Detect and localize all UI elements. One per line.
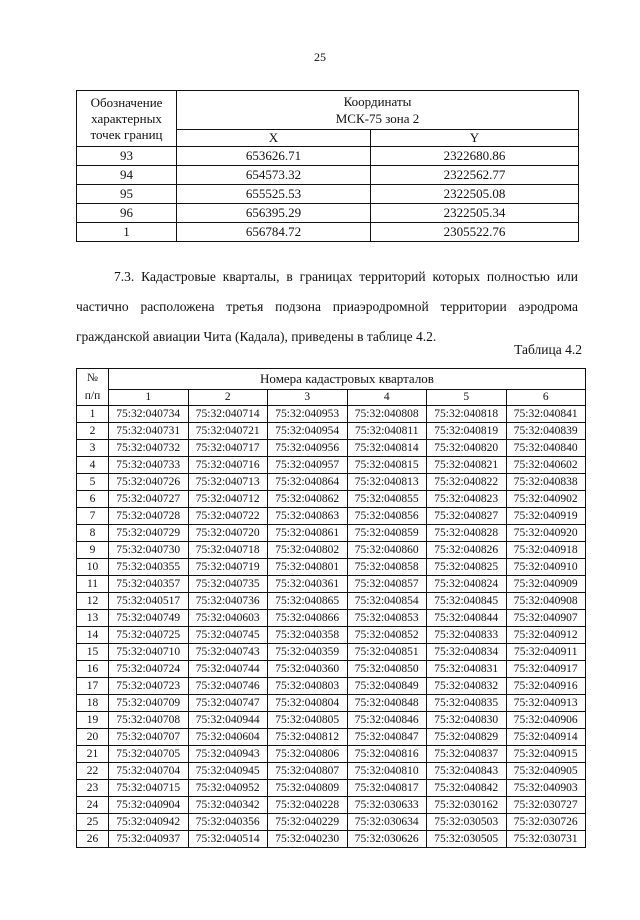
cadastral-quarter-cell: 75:32:040857 [347, 576, 427, 593]
cadastral-quarter-cell: 75:32:040903 [506, 780, 586, 797]
table-row [77, 780, 586, 797]
table-row [77, 576, 586, 593]
cadastral-quarter-cell: 75:32:040832 [427, 678, 507, 695]
table-row [77, 474, 586, 491]
cadastral-quarter-cell: 75:32:040801 [268, 559, 348, 576]
cadastral-quarter-cell: 75:32:040943 [188, 746, 268, 763]
table-row [77, 542, 586, 559]
cadastral-quarter-cell: 75:32:040732 [109, 440, 189, 457]
cadastral-quarter-cell: 75:32:040830 [427, 712, 507, 729]
point-cell: 95 [77, 185, 177, 204]
point-cell: 94 [77, 166, 177, 185]
coordinates-row [77, 166, 579, 185]
header-y: Y [371, 130, 579, 147]
cadastral-quarter-cell: 75:32:040850 [347, 661, 427, 678]
cadastral-quarter-cell: 75:32:040909 [506, 576, 586, 593]
cadastral-quarter-cell: 75:32:040747 [188, 695, 268, 712]
row-number-cell: 6 [77, 491, 109, 508]
cadastral-quarter-cell: 75:32:040712 [188, 491, 268, 508]
header-quarter-numbers: Номера кадастровых кварталов [109, 369, 586, 390]
cadastral-quarter-cell: 75:32:040822 [427, 474, 507, 491]
cadastral-quarter-cell: 75:32:040837 [427, 746, 507, 763]
y-cell: 2305522.76 [371, 223, 579, 242]
cadastral-quarter-cell: 75:32:040846 [347, 712, 427, 729]
cadastral-quarter-cell: 75:32:040803 [268, 678, 348, 695]
column-number-header: 4 [347, 390, 427, 406]
table-row [77, 457, 586, 474]
cadastral-quarter-cell: 75:32:040729 [109, 525, 189, 542]
cadastral-quarter-cell: 75:32:040864 [268, 474, 348, 491]
cadastral-quarter-cell: 75:32:040854 [347, 593, 427, 610]
cadastral-quarter-cell: 75:32:030633 [347, 797, 427, 814]
cadastral-quarter-cell: 75:32:030503 [427, 814, 507, 831]
cadastral-quarter-cell: 75:32:040863 [268, 508, 348, 525]
coordinates-table-body [77, 91, 579, 242]
cadastral-quarter-cell: 75:32:040517 [109, 593, 189, 610]
cadastral-quarter-cell: 75:32:040908 [506, 593, 586, 610]
cadastral-quarter-cell: 75:32:040734 [109, 406, 189, 423]
column-number-header: 5 [427, 390, 507, 406]
cadastral-quarter-cell: 75:32:040725 [109, 627, 189, 644]
header-row-number [77, 369, 109, 406]
cadastral-quarter-cell: 75:32:040912 [506, 627, 586, 644]
row-number-cell: 10 [77, 559, 109, 576]
row-number-cell: 3 [77, 440, 109, 457]
cadastral-quarter-cell: 75:32:040713 [188, 474, 268, 491]
cadastral-quarter-cell: 75:32:040229 [268, 814, 348, 831]
cadastral-quarter-cell: 75:32:040849 [347, 678, 427, 695]
row-number-cell: 7 [77, 508, 109, 525]
cadastral-quarter-cell: 75:32:040714 [188, 406, 268, 423]
table-row [77, 491, 586, 508]
cadastral-quarter-cell: 75:32:040952 [188, 780, 268, 797]
cadastral-quarter-cell: 75:32:040844 [427, 610, 507, 627]
column-number-header: 6 [506, 390, 586, 406]
cadastral-quarter-cell: 75:32:040954 [268, 423, 348, 440]
cadastral-quarter-cell: 75:32:040707 [109, 729, 189, 746]
section-paragraph [76, 262, 578, 352]
header-coordinate-system: МСК-75 зона 2 [335, 111, 420, 126]
cadastral-quarter-cell: 75:32:040704 [109, 763, 189, 780]
cadastral-quarter-cell: 75:32:040805 [268, 712, 348, 729]
cadastral-quarter-cell: 75:32:040705 [109, 746, 189, 763]
cadastral-quarter-cell: 75:32:040817 [347, 780, 427, 797]
table-row [77, 593, 586, 610]
cadastral-quarter-cell: 75:32:040726 [109, 474, 189, 491]
cadastral-quarter-cell: 75:32:040917 [506, 661, 586, 678]
cadastral-quarter-cell: 75:32:040904 [109, 797, 189, 814]
y-cell: 2322680.86 [371, 147, 579, 166]
cadastral-quarter-cell: 75:32:040728 [109, 508, 189, 525]
cadastral-quarter-cell: 75:32:040829 [427, 729, 507, 746]
cadastral-quarter-cell: 75:32:040944 [188, 712, 268, 729]
cadastral-quarter-cell: 75:32:030626 [347, 831, 427, 848]
cadastral-quarter-cell: 75:32:040811 [347, 423, 427, 440]
table-row [77, 763, 586, 780]
point-cell: 93 [77, 147, 177, 166]
coordinates-row [77, 185, 579, 204]
table-row [77, 508, 586, 525]
cadastral-quarter-cell: 75:32:040357 [109, 576, 189, 593]
cadastral-quarter-cell: 75:32:030505 [427, 831, 507, 848]
cadastral-quarter-cell: 75:32:040945 [188, 763, 268, 780]
column-number-header: 2 [188, 390, 268, 406]
cadastral-quarter-cell: 75:32:040942 [109, 814, 189, 831]
cadastral-quarter-cell: 75:32:040710 [109, 644, 189, 661]
cadastral-quarter-cell: 75:32:040847 [347, 729, 427, 746]
cadastral-quarter-cell: 75:32:040730 [109, 542, 189, 559]
column-number-header: 3 [268, 390, 348, 406]
row-number-cell: 23 [77, 780, 109, 797]
table-row [77, 406, 586, 423]
row-number-cell: 11 [77, 576, 109, 593]
row-number-cell: 13 [77, 610, 109, 627]
table-caption: Таблица 4.2 [514, 342, 582, 357]
cadastral-quarter-cell: 75:32:040937 [109, 831, 189, 848]
cadastral-quarter-cell: 75:32:040716 [188, 457, 268, 474]
cadastral-quarter-cell: 75:32:040727 [109, 491, 189, 508]
cadastral-quarter-cell: 75:32:040731 [109, 423, 189, 440]
cadastral-quarter-cell: 75:32:040853 [347, 610, 427, 627]
cadastral-quarter-cell: 75:32:040858 [347, 559, 427, 576]
cadastral-quarter-cell: 75:32:030162 [427, 797, 507, 814]
cadastral-quarter-cell: 75:32:040602 [506, 457, 586, 474]
cadastral-quarter-cell: 75:32:040743 [188, 644, 268, 661]
table-row [77, 746, 586, 763]
cadastral-quarter-cell: 75:32:040724 [109, 661, 189, 678]
coordinates-header-row [77, 91, 579, 130]
cadastral-quarters-table [76, 368, 586, 848]
cadastral-quarter-cell: 75:32:040914 [506, 729, 586, 746]
cadastral-quarter-cell: 75:32:040735 [188, 576, 268, 593]
quarters-table-head [77, 369, 586, 406]
table-row [77, 440, 586, 457]
cadastral-quarter-cell: 75:32:040821 [427, 457, 507, 474]
row-number-cell: 22 [77, 763, 109, 780]
point-cell: 96 [77, 204, 177, 223]
cadastral-quarter-cell: 75:32:040862 [268, 491, 348, 508]
y-cell: 2322505.08 [371, 185, 579, 204]
cadastral-quarter-cell: 75:32:040818 [427, 406, 507, 423]
cadastral-quarter-cell: 75:32:040855 [347, 491, 427, 508]
column-number-header: 1 [109, 390, 189, 406]
header-number-abbrev: п/п [84, 390, 101, 402]
y-cell: 2322562.77 [371, 166, 579, 185]
cadastral-quarter-cell: 75:32:040342 [188, 797, 268, 814]
cadastral-quarter-cell: 75:32:040953 [268, 406, 348, 423]
cadastral-quarter-cell: 75:32:040361 [268, 576, 348, 593]
cadastral-quarter-cell: 75:32:030727 [506, 797, 586, 814]
point-cell: 1 [77, 223, 177, 242]
cadastral-quarter-cell: 75:32:040733 [109, 457, 189, 474]
x-cell: 656784.72 [177, 223, 371, 242]
cadastral-quarter-cell: 75:32:040810 [347, 763, 427, 780]
row-number-cell: 21 [77, 746, 109, 763]
table-row [77, 559, 586, 576]
cadastral-quarter-cell: 75:32:040826 [427, 542, 507, 559]
cadastral-quarter-cell: 75:32:040604 [188, 729, 268, 746]
cadastral-quarter-cell: 75:32:040722 [188, 508, 268, 525]
x-cell: 654573.32 [177, 166, 371, 185]
quarters-header-row [77, 369, 586, 390]
quarters-column-numbers-row [77, 390, 586, 406]
cadastral-quarter-cell: 75:32:040825 [427, 559, 507, 576]
row-number-cell: 1 [77, 406, 109, 423]
row-number-cell: 12 [77, 593, 109, 610]
cadastral-quarter-cell: 75:32:040745 [188, 627, 268, 644]
cadastral-quarter-cell: 75:32:040358 [268, 627, 348, 644]
table-row [77, 661, 586, 678]
row-number-cell: 18 [77, 695, 109, 712]
row-number-cell: 16 [77, 661, 109, 678]
cadastral-quarter-cell: 75:32:040919 [506, 508, 586, 525]
cadastral-quarter-cell: 75:32:040514 [188, 831, 268, 848]
row-number-cell: 25 [77, 814, 109, 831]
cadastral-quarter-cell: 75:32:040749 [109, 610, 189, 627]
cadastral-quarter-cell: 75:32:040915 [506, 746, 586, 763]
cadastral-quarter-cell: 75:32:040359 [268, 644, 348, 661]
coordinates-row [77, 147, 579, 166]
header-coordinates-title: Координаты [343, 94, 412, 109]
cadastral-quarter-cell: 75:32:040845 [427, 593, 507, 610]
table-row [77, 729, 586, 746]
cadastral-quarter-cell: 75:32:040814 [347, 440, 427, 457]
cadastral-quarter-cell: 75:32:040723 [109, 678, 189, 695]
quarters-table-body [77, 406, 586, 848]
table-row [77, 644, 586, 661]
row-number-cell: 5 [77, 474, 109, 491]
cadastral-quarter-cell: 75:32:040851 [347, 644, 427, 661]
cadastral-quarter-cell: 75:32:040920 [506, 525, 586, 542]
cadastral-quarter-cell: 75:32:040856 [347, 508, 427, 525]
cadastral-quarter-cell: 75:32:040230 [268, 831, 348, 848]
table-row [77, 678, 586, 695]
x-cell: 655525.53 [177, 185, 371, 204]
cadastral-quarter-cell: 75:32:040806 [268, 746, 348, 763]
cadastral-quarter-cell: 75:32:040902 [506, 491, 586, 508]
x-cell: 653626.71 [177, 147, 371, 166]
table-row [77, 712, 586, 729]
cadastral-quarter-cell: 75:32:040355 [109, 559, 189, 576]
table-row [77, 814, 586, 831]
row-number-cell: 2 [77, 423, 109, 440]
cadastral-quarter-cell: 75:32:040804 [268, 695, 348, 712]
header-x: X [177, 130, 371, 147]
cadastral-quarter-cell: 75:32:040809 [268, 780, 348, 797]
row-number-cell: 14 [77, 627, 109, 644]
cadastral-quarter-cell: 75:32:040808 [347, 406, 427, 423]
cadastral-quarter-cell: 75:32:040843 [427, 763, 507, 780]
cadastral-quarter-cell: 75:32:040838 [506, 474, 586, 491]
cadastral-quarter-cell: 75:32:030726 [506, 814, 586, 831]
cadastral-quarter-cell: 75:32:040827 [427, 508, 507, 525]
cadastral-quarter-cell: 75:32:040816 [347, 746, 427, 763]
x-cell: 656395.29 [177, 204, 371, 223]
coordinates-row [77, 223, 579, 242]
cadastral-quarter-cell: 75:32:040848 [347, 695, 427, 712]
cadastral-quarter-cell: 75:32:040860 [347, 542, 427, 559]
page-number: 25 [314, 50, 326, 64]
cadastral-quarter-cell: 75:32:040839 [506, 423, 586, 440]
coordinates-row [77, 204, 579, 223]
cadastral-quarter-cell: 75:32:040861 [268, 525, 348, 542]
cadastral-quarter-cell: 75:32:040820 [427, 440, 507, 457]
coordinates-table [76, 90, 579, 242]
cadastral-quarter-cell: 75:32:040718 [188, 542, 268, 559]
cadastral-quarter-cell: 75:32:040842 [427, 780, 507, 797]
table-row [77, 627, 586, 644]
cadastral-quarter-cell: 75:32:040603 [188, 610, 268, 627]
cadastral-quarter-cell: 75:32:040819 [427, 423, 507, 440]
table-row [77, 695, 586, 712]
cadastral-quarter-cell: 75:32:040824 [427, 576, 507, 593]
cadastral-quarter-cell: 75:32:040356 [188, 814, 268, 831]
header-number-sign: № [87, 372, 98, 384]
cadastral-quarter-cell: 75:32:040911 [506, 644, 586, 661]
cadastral-quarter-cell: 75:32:040859 [347, 525, 427, 542]
cadastral-quarter-cell: 75:32:040812 [268, 729, 348, 746]
cadastral-quarter-cell: 75:32:040717 [188, 440, 268, 457]
cadastral-quarter-cell: 75:32:040823 [427, 491, 507, 508]
row-number-cell: 17 [77, 678, 109, 695]
cadastral-quarter-cell: 75:32:040907 [506, 610, 586, 627]
cadastral-quarter-cell: 75:32:040719 [188, 559, 268, 576]
cadastral-quarter-cell: 75:32:030731 [506, 831, 586, 848]
cadastral-quarter-cell: 75:32:040840 [506, 440, 586, 457]
cadastral-quarter-cell: 75:32:040708 [109, 712, 189, 729]
cadastral-quarter-cell: 75:32:040228 [268, 797, 348, 814]
cadastral-quarter-cell: 75:32:040360 [268, 661, 348, 678]
cadastral-quarter-cell: 75:32:040833 [427, 627, 507, 644]
cadastral-quarter-cell: 75:32:040866 [268, 610, 348, 627]
cadastral-quarter-cell: 75:32:040913 [506, 695, 586, 712]
cadastral-quarter-cell: 75:32:040835 [427, 695, 507, 712]
cadastral-quarter-cell: 75:32:030634 [347, 814, 427, 831]
cadastral-quarter-cell: 75:32:040709 [109, 695, 189, 712]
row-number-cell: 26 [77, 831, 109, 848]
row-number-cell: 15 [77, 644, 109, 661]
row-number-cell: 24 [77, 797, 109, 814]
cadastral-quarter-cell: 75:32:040828 [427, 525, 507, 542]
cadastral-quarter-cell: 75:32:040715 [109, 780, 189, 797]
row-number-cell: 20 [77, 729, 109, 746]
header-point-designation: Обозначение характерных точек границ [77, 91, 177, 147]
header-coordinates [177, 91, 579, 130]
cadastral-quarter-cell: 75:32:040916 [506, 678, 586, 695]
paragraph-text: 7.3. Кадастровые кварталы, в границах территорий которых полностью или частично расположена третья подзона приаэродромной территории аэродрома гражданской авиации Чита (Кадала), приведены в таблице 4.2. [76, 269, 578, 344]
cadastral-quarter-cell: 75:32:040744 [188, 661, 268, 678]
y-cell: 2322505.34 [371, 204, 579, 223]
cadastral-quarter-cell: 75:32:040721 [188, 423, 268, 440]
table-row [77, 831, 586, 848]
cadastral-quarter-cell: 75:32:040841 [506, 406, 586, 423]
table-row [77, 797, 586, 814]
cadastral-quarter-cell: 75:32:040815 [347, 457, 427, 474]
cadastral-quarter-cell: 75:32:040956 [268, 440, 348, 457]
cadastral-quarter-cell: 75:32:040918 [506, 542, 586, 559]
row-number-cell: 9 [77, 542, 109, 559]
row-number-cell: 4 [77, 457, 109, 474]
cadastral-quarter-cell: 75:32:040807 [268, 763, 348, 780]
cadastral-quarter-cell: 75:32:040957 [268, 457, 348, 474]
table-row [77, 525, 586, 542]
cadastral-quarter-cell: 75:32:040813 [347, 474, 427, 491]
cadastral-quarter-cell: 75:32:040736 [188, 593, 268, 610]
row-number-cell: 19 [77, 712, 109, 729]
cadastral-quarter-cell: 75:32:040834 [427, 644, 507, 661]
cadastral-quarter-cell: 75:32:040720 [188, 525, 268, 542]
cadastral-quarter-cell: 75:32:040906 [506, 712, 586, 729]
cadastral-quarter-cell: 75:32:040746 [188, 678, 268, 695]
cadastral-quarter-cell: 75:32:040802 [268, 542, 348, 559]
table-row [77, 423, 586, 440]
row-number-cell: 8 [77, 525, 109, 542]
cadastral-quarter-cell: 75:32:040831 [427, 661, 507, 678]
cadastral-quarter-cell: 75:32:040905 [506, 763, 586, 780]
cadastral-quarter-cell: 75:32:040865 [268, 593, 348, 610]
cadastral-quarter-cell: 75:32:040910 [506, 559, 586, 576]
table-row [77, 610, 586, 627]
cadastral-quarter-cell: 75:32:040852 [347, 627, 427, 644]
